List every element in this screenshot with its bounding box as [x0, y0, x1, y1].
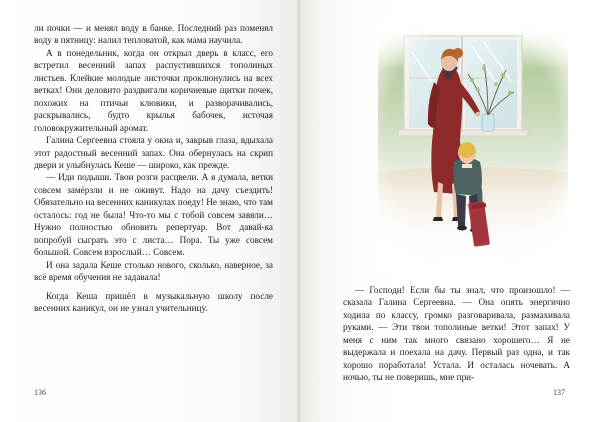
classroom-window-illustration-icon	[372, 22, 572, 272]
paragraph: Когда Кеша пришёл в музыкальную школу после весенних каникул, он не узнал учительницу.	[34, 290, 273, 313]
right-page-text	[343, 284, 570, 384]
left-page-text	[34, 22, 273, 314]
page-number-left: 136	[34, 388, 46, 397]
paragraph: И она задала Кеше столько нового, сколько, наверное, за всё время обучения не задавала!	[34, 259, 273, 283]
page-number-right: 137	[553, 388, 565, 397]
paragraph: Галина Сергеевна стояла у окна и, закрыв глаза, вдыхала этот радостный весенний запах. Она обернулась на скрип двери и улыбнулась Кеше — широко, как прежде.	[34, 135, 273, 170]
paragraph: ли почки — и менял воду в банке. Последний раз поменял воду в пятницу: налил тепловатой, как мама научила.	[34, 23, 273, 46]
paragraph: — Господи! Если бы ты знал, что произошло! — сказала Галина Сергеевна. — Она опять энергично ходила по классу, громко разговаривала, размахивала руками. — Эти твои тополиные ветки! Этот запах! У меня с ним так много связано хорошего… Я не выдержала и поехала на дачу. Первый раз одна, и так хорошо поработала! Устала. И осталась ночевать. А ночью, ты не поверишь, мне при-	[343, 285, 570, 383]
left-page	[0, 0, 298, 422]
paragraph: — Иди подыши. Твои розги расцвели. А я думала, ветки совсем замёрзли и не оживут. Надо на дачу съездить! Обязательно на весенних каникулах поеду! Не знаю, что там осталось: год не была! Что-то мы с тобой совсем завяли… Нужно полностью обновить репертуар. Вот давай-ка попробуй сыграть это с листа… Пора. Ты уже совсем большой. Совсем взрослый… Совсем.	[34, 172, 273, 258]
paragraph: А в понедельник, когда он открыл дверь в класс, его встретил весенний запах распустившихся тополиных листьев. Клейкие молодые листочки проклюнулись на всех ветках! Они деловито раздвигали коричневые щитки почек, похожих на птичьи клювики, и разворачивались, раскрывались, будто крылья бабочек, источая головокружительный аромат.	[34, 47, 273, 133]
